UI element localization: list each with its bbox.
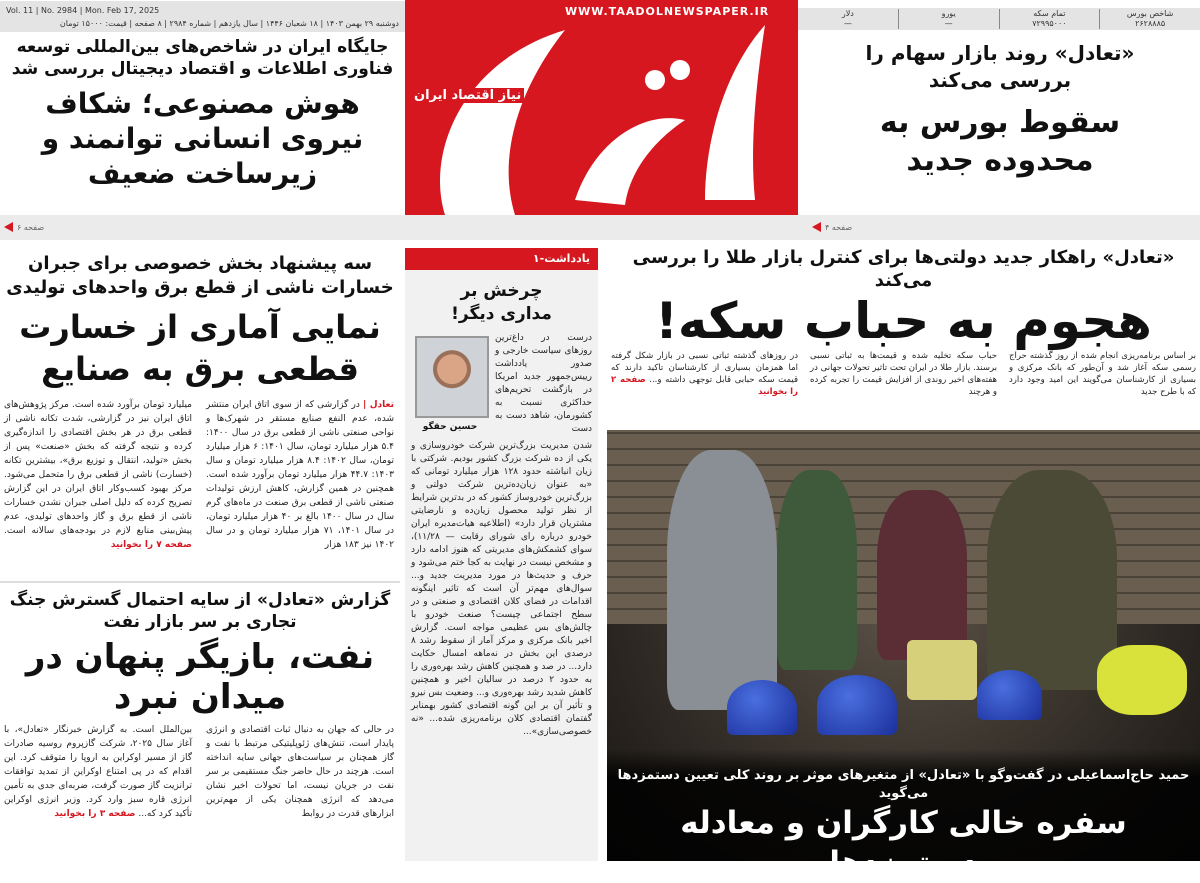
body-column [611,350,798,398]
yellow-bag [1097,645,1187,715]
story-kicker: «تعادل» روند بازار سهام را بررسی می‌کند [865,41,1135,92]
body-text: در حالی که جهان به دنبال ثبات اقتصادی و انرژی پایدار است، تنش‌های ژئوپلیتیکی مرتبط با نفت و گاز همچنان بر سیاست‌های جهانی سایه انداخته است. هرچند در حال حاضر جنگ مستقیمی بر سر نفت در جریان نیست، اما تحولات اخیر نشان می‌دهد که انرژی همچنان یکی از مهم‌ترین ابزارهای قدرت در روابط [206,725,394,819]
author-photo [415,336,489,418]
power-story[interactable] [0,240,400,580]
dateline-fa: دوشنبه ۲۹ بهمن ۱۴۰۳ | ۱۸ شعبان ۱۴۴۶ | سال یازدهم | شماره ۲۹۸۴ | ۸ صفحه | قیمت: ۱۵۰۰۰ تومان [59,18,399,28]
story-kicker: سه پیشنهاد بخش خصوصی برای جبران خسارات ناشی از قطع برق واحدهای تولیدی [6,253,394,298]
arrow-icon [812,222,821,232]
basket [907,640,977,700]
story-body [607,350,1200,398]
story-kicker: جایگاه ایران در شاخص‌های بین‌المللی توسعه فناوری اطلاعات و اقتصاد دیجیتال بررسی شد [11,37,394,79]
logo-slogan: نیاز اقتصاد ایران [411,88,524,103]
story-kicker: گزارش «تعادل» از سایه احتمال گسترش جنگ تجاری بر سر بازار نفت [9,590,391,632]
ticker-label: یورو [941,9,956,18]
main-story[interactable] [607,240,1200,430]
ticker-item [798,9,898,29]
arrow-icon [4,222,13,232]
helmet [727,680,797,735]
body-text: در روزهای گذشته ثباتی نسبی در بازار شکل گرفته اما همزمان بسیاری از کارشناسان تاکید دارند که قیمت سکه حبابی قابل توجهی داشته و... [611,351,799,385]
ticker-value: — [843,19,852,28]
source-label: تعادل | [363,400,394,410]
author-name: حسین حقگو [422,422,478,432]
body-text: میلیارد تومان برآورد شده است. مرکز پژوهش‌های اتاق ایران نیز در گزارشی، شدت تکانه ناشی از قطعی برق در هر بخش اقتصادی را اندازه‌گیری کرده و نتیجه گرفته که بخش «صنعت» پس از بخش «تولید، انتقال و توزیع برق»، بیشترین تکانه (خسارت) ناشی از قطعی برق را متحمل می‌شود. مرکز بهبود کسب‌وکار اتاق ایران در این گزارش تصریح کرده که دلیل اصلی جبران نشدن خسارات ناشی از قطع برق و گاز واحدهای تولیدی، عدم پیش‌بینی منابع لازم در بودجه‌های سالانه است. [4,400,192,536]
worker-figure [987,470,1117,690]
divider [795,0,798,215]
body-text: بین‌الملل است. به گزارش خبرنگار «تعادل»، با آغاز سال ۲۰۲۵، شرکت گازپروم روسیه صادرات گاز از مسیر اوکراین به اروپا را متوقف کرد. این اقدام که در پی امتناع اوکراین از تمدید توافقات ترانزیت گاز صورت گرفت، ضربه‌ای جدی به تأمین انرژی قاره سبز وارد کرد. وزیر انرژی اوکراین تأکید کرد که... [4,725,193,819]
masthead-logo[interactable] [405,0,795,225]
story-headline[interactable]: سفره خالی کارگران و معادله دستمزدها [680,805,1127,881]
page-ref[interactable]: صفحه ۷ را بخوانید [110,540,192,550]
ticker-label: تمام سکه [1033,9,1066,18]
body-column [4,398,192,552]
body-column: بر اساس برنامه‌ریزی انجام شده از روز گذشته حراج رسمی سکه آغاز شد و آن‌طور که بانک مرکزی و بسیاری از کارشناسان می‌گویند این امید وجود دارد که با طرح جدید [1009,351,1196,397]
page-ref[interactable] [812,222,852,232]
story-body [4,398,394,552]
opinion-headline[interactable]: چرخش بر مداری دیگر! [451,281,552,324]
photo-caption [607,749,1200,881]
helmet [817,675,897,735]
workers-photo[interactable] [607,430,1200,881]
worker-figure [877,490,967,660]
story-kicker: حمید حاج‌اسماعیلی در گفت‌وگو با «تعادل» از متغیرهای موثر بر روند کلی تعیین دستمزدها می‌گوید [617,768,1190,801]
story-headline[interactable]: سقوط بورس به محدوده جدید [879,105,1121,178]
body-column [206,723,394,821]
worker-figure [777,470,857,670]
section-header: یادداشت-۱ [405,248,598,270]
website-url[interactable]: WWW.TAADOLNEWSPAPER.IR [565,5,770,18]
body-column [206,398,394,552]
page-ref[interactable]: صفحه ۳ را بخوانید [54,809,136,819]
opinion-intro: درست در داغ‌ترین روزهای سیاست خارجی و صدور یادداشت رییس‌جمهور جدید امریکا در بازگشت تحریم‌های حداکثری نسبت به کشورمان، شاهد دست به دست [495,333,592,434]
story-headline[interactable]: نمایی آماری از خسارت قطعی برق به صنایع [19,308,381,388]
logo-wordmark [405,0,795,225]
market-ticker [798,8,1200,30]
story-body [4,723,394,821]
ticker-label: شاخص بورس [1126,9,1174,18]
ticker-label: دلار [841,9,854,18]
page-ref-label: صفحه ۶ [17,222,45,232]
page-ref-label: صفحه ۴ [825,222,853,232]
opinion-column[interactable] [405,248,598,861]
opinion-body: شدن مدیریت بزرگ‌ترین شرکت خودروسازی و یکی از ده شرکت بزرگ کشور بودیم. شرکتی با زیان انباشته حدود ۱۲۸ هزار میلیارد تومانی که «به عنوان زیان‌ده‌ترین شرکت دولتی و بزرگ‌ترین خودروساز کشور که در بدترین شرایط از نظر تولید محصول زیان‌ده و نارضایتی مشتریان قرار دارد» (اطلاعیه هیات‌مدیره ایران خودرو درباره رای شورای رقابت — ۱۱/۲۸)، سوای کشمکش‌های مدیریتی که هنوز ادامه دارد و مشخص نیست در نهایت به کجا ختم می‌شود و حرف و حدیث‌ها در مورد مدیریت جدید و... سوال‌های مهم‌تر آن است که تاثیر اینگونه اقدامات در فضای کلان اقتصادی و صنعتی و در سطح اجتماعی چیست؟ صنعت خودرو با چالش‌های بس عظیمی مواجه است. گزارش اخیر بانک مرکزی و مرکز آمار از سقوط رشد ۸ درصدی این بخش در نه‌ماهه امسال حکایت دارد... در صد و همچنین کاهش رشد بهره‌وری را به حدود ۲ درصد در سالیان اخیر و همچنین کاهش شدید رشد بهره‌وری و... وضعیت بس نیرو و تأثیر آن بر این گونه اقتصادی کشور بهمنابر گفتمان اقتصادی کلان برنامه‌ریزی شده... «نه خصوصی‌سازی»... [411,441,593,737]
body-column: حباب سکه تخلیه شده و قیمت‌ها به ثباتی نسبی برسند. بازار طلا در ایران تحت تاثیر تحولات جهانی در هفته‌های اخیر روندی از افزایش قیمت را تجربه کرده و هرچند [810,351,997,397]
ticker-item [999,9,1100,29]
story-headline[interactable]: هوش مصنوعی؛ شکاف نیروی انسانی توانمند و زیرساخت ضعیف [41,87,364,190]
story-headline[interactable]: نفت، بازیگر پنهان در میدان نبرد [25,637,375,717]
ticker-item [1099,9,1200,29]
worker-figure [667,450,777,710]
page-ref[interactable]: صفحه ۲ را بخوانید [611,375,798,397]
oil-story[interactable] [0,585,400,861]
story-kicker: «تعادل» راهکار جدید دولتی‌ها برای کنترل بازار طلا را بررسی می‌کند [632,247,1175,291]
body-column [4,723,192,821]
body-text: در گزارشی که از سوی اتاق ایران منتشر شده، عدم النفع صنایع مستقر در شهرک‌ها و نواحی صنعتی ناشی از قطعی برق در سال ۱۴۰۰: ۵.۴ هزار میلیارد تومان، سال ۱۴۰۱: ۶ هزار میلیارد تومان، سال ۱۴۰۲: ۸.۴ هزار میلیارد تومان و سال ۱۴۰۳: ۴۴.۷ هزار میلیارد تومان برآورد شده است. همچنین در همین گزارش، کاهش ارزش تولیدات صنعتی ناشی از قطعی برق صنعت در ماه‌های گرم سال در سال ۱۴۰۰ بالغ بر ۴۰ هزار میلیارد تومان، در سال ۱۴۰۱، ۷۱ هزار میلیارد تومان و در سال ۱۴۰۲ نیز ۱۸۳ هزار [206,400,395,550]
main-headline[interactable]: هجوم به حباب سکه! [655,292,1152,350]
ticker-value: ۷۲۹۹۵۰۰۰ [1032,19,1067,28]
ticker-item [898,9,999,29]
section-band [0,215,1200,240]
dateline [0,1,405,32]
author-block [411,332,489,436]
top-left-story[interactable] [5,36,400,191]
top-right-story[interactable] [830,40,1170,180]
ticker-value: — [944,19,953,28]
dateline-en: Vol. 11 | No. 2984 | Mon. Feb 17, 2025 [6,5,160,15]
ticker-value: ۲۶۲۸۸۸۵ [1135,19,1166,28]
divider [0,581,400,583]
page-ref[interactable] [4,222,44,232]
helmet [977,670,1042,720]
